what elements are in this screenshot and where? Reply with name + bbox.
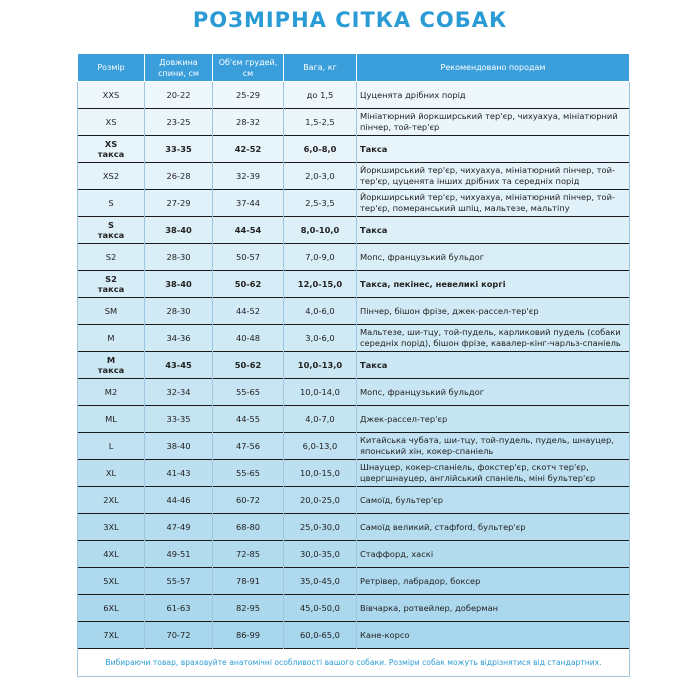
- cell-back-length: 33-35: [145, 406, 213, 433]
- cell-chest: 50-57: [213, 244, 284, 271]
- cell-breeds: Самоїд, бультер'єр: [357, 487, 630, 514]
- cell-chest: 55-65: [213, 460, 284, 487]
- cell-chest: 86-99: [213, 622, 284, 649]
- cell-size: XS такса: [78, 136, 145, 163]
- table-row: [78, 568, 630, 595]
- cell-weight: 30,0-35,0: [284, 541, 357, 568]
- cell-weight: 1,5-2,5: [284, 109, 357, 136]
- cell-weight: 45,0-50,0: [284, 595, 357, 622]
- cell-size: ML: [78, 406, 145, 433]
- table-row: [78, 109, 630, 136]
- cell-back-length: 55-57: [145, 568, 213, 595]
- cell-size: 6XL: [78, 595, 145, 622]
- cell-breeds: Мініатюрний йоркширський тер'єр, чихуахуа, мініатюрний пінчер, той-тер'єр: [357, 109, 630, 136]
- cell-size: S2: [78, 244, 145, 271]
- cell-size: XXS: [78, 82, 145, 109]
- table-row: [78, 433, 630, 460]
- cell-back-length: 33-35: [145, 136, 213, 163]
- cell-weight: 6,0-8,0: [284, 136, 357, 163]
- cell-back-length: 32-34: [145, 379, 213, 406]
- cell-weight: 4,0-7,0: [284, 406, 357, 433]
- cell-back-length: 38-40: [145, 217, 213, 244]
- cell-breeds: Джек-рассел-тер'єр: [357, 406, 630, 433]
- cell-size: XS: [78, 109, 145, 136]
- cell-size: 3XL: [78, 514, 145, 541]
- cell-weight: 60,0-65,0: [284, 622, 357, 649]
- cell-back-length: 44-46: [145, 487, 213, 514]
- cell-chest: 25-29: [213, 82, 284, 109]
- header-size: Розмір: [78, 54, 145, 82]
- cell-back-length: 20-22: [145, 82, 213, 109]
- cell-breeds: Такса: [357, 352, 630, 379]
- cell-chest: 37-44: [213, 190, 284, 217]
- cell-back-length: 43-45: [145, 352, 213, 379]
- cell-breeds: Такса, пекінес, невеликі коргі: [357, 271, 630, 298]
- table-row: [78, 406, 630, 433]
- cell-chest: 32-39: [213, 163, 284, 190]
- cell-chest: 72-85: [213, 541, 284, 568]
- cell-breeds: Вівчарка, ротвейлер, доберман: [357, 595, 630, 622]
- header-breeds: Рекомендовано породам: [357, 54, 630, 82]
- cell-chest: 50-62: [213, 271, 284, 298]
- cell-size: M такса: [78, 352, 145, 379]
- cell-breeds: Мопс, французький бульдог: [357, 379, 630, 406]
- cell-back-length: 38-40: [145, 271, 213, 298]
- cell-weight: 2,5-3,5: [284, 190, 357, 217]
- cell-chest: 68-80: [213, 514, 284, 541]
- cell-weight: 2,0-3,0: [284, 163, 357, 190]
- table-row: [78, 622, 630, 649]
- cell-chest: 42-52: [213, 136, 284, 163]
- cell-back-length: 28-30: [145, 244, 213, 271]
- cell-chest: 50-62: [213, 352, 284, 379]
- size-table: [77, 53, 630, 677]
- cell-size: SM: [78, 298, 145, 325]
- cell-weight: 10,0-15,0: [284, 460, 357, 487]
- table-row: [78, 595, 630, 622]
- table-row: [78, 298, 630, 325]
- cell-weight: 3,0-6,0: [284, 325, 357, 352]
- table-row: [78, 379, 630, 406]
- cell-chest: 60-72: [213, 487, 284, 514]
- cell-weight: 10,0-14,0: [284, 379, 357, 406]
- cell-size: 7XL: [78, 622, 145, 649]
- header-chest: Об'єм грудей, см: [213, 54, 284, 82]
- cell-size: S2 такса: [78, 271, 145, 298]
- cell-chest: 44-52: [213, 298, 284, 325]
- cell-back-length: 47-49: [145, 514, 213, 541]
- table-row: [78, 244, 630, 271]
- cell-chest: 44-55: [213, 406, 284, 433]
- cell-back-length: 70-72: [145, 622, 213, 649]
- table-row: [78, 163, 630, 190]
- cell-breeds: Такса: [357, 136, 630, 163]
- cell-chest: 40-48: [213, 325, 284, 352]
- footnote: Вибираючи товар, враховуйте анатомічні особливості вашого собаки. Розміри собак можуть відрізнятися від стандартних.: [78, 649, 630, 677]
- table-row: [78, 514, 630, 541]
- cell-breeds: Самоїд великий, стафford, бультер'єр: [357, 514, 630, 541]
- table-row: [78, 271, 630, 298]
- cell-chest: 47-56: [213, 433, 284, 460]
- cell-size: M2: [78, 379, 145, 406]
- cell-breeds: Мопс, французький бульдог: [357, 244, 630, 271]
- cell-back-length: 27-29: [145, 190, 213, 217]
- cell-weight: 35,0-45,0: [284, 568, 357, 595]
- header-back-length: Довжина спини, см: [145, 54, 213, 82]
- cell-chest: 78-91: [213, 568, 284, 595]
- table-row: [78, 190, 630, 217]
- cell-breeds: Пінчер, бішон фрізе, джек-рассел-тер'єр: [357, 298, 630, 325]
- cell-back-length: 49-51: [145, 541, 213, 568]
- cell-breeds: Стаффорд, хаскі: [357, 541, 630, 568]
- cell-size: 5XL: [78, 568, 145, 595]
- cell-weight: 25,0-30,0: [284, 514, 357, 541]
- cell-breeds: Мальтезе, ши-тцу, той-пудель, карликовий пудель (собаки середніх порід), бішон фрізе, кавалер-кінг-чарльз-спаніель: [357, 325, 630, 352]
- table-row: [78, 82, 630, 109]
- cell-size: S: [78, 190, 145, 217]
- table-row: [78, 352, 630, 379]
- cell-size: 4XL: [78, 541, 145, 568]
- table-row: [78, 541, 630, 568]
- cell-breeds: Кане-корсо: [357, 622, 630, 649]
- table-body: [78, 82, 630, 649]
- cell-breeds: Йоркширський тер'єр, чихуахуа, мініатюрний пінчер, той-тер'єр, цуценята інших дрібних та середніх порід: [357, 163, 630, 190]
- table-row: [78, 487, 630, 514]
- cell-back-length: 38-40: [145, 433, 213, 460]
- cell-back-length: 34-36: [145, 325, 213, 352]
- cell-back-length: 26-28: [145, 163, 213, 190]
- cell-weight: 7,0-9,0: [284, 244, 357, 271]
- cell-size: XL: [78, 460, 145, 487]
- cell-breeds: Шнауцер, кокер-спаніель, фокстер'єр, скотч тер'єр, цвергшнауцер, англійський спаніель, міні бультер'єр: [357, 460, 630, 487]
- table-row: [78, 136, 630, 163]
- cell-chest: 55-65: [213, 379, 284, 406]
- cell-back-length: 28-30: [145, 298, 213, 325]
- cell-weight: 4,0-6,0: [284, 298, 357, 325]
- table-header-row: [78, 54, 630, 82]
- cell-size: S такса: [78, 217, 145, 244]
- cell-breeds: Китайська чубата, ши-тцу, той-пудель, пудель, шнауцер, японський хін, кокер-спаніель: [357, 433, 630, 460]
- cell-chest: 28-32: [213, 109, 284, 136]
- page-title: РОЗМІРНА СІТКА СОБАК: [192, 8, 508, 32]
- cell-weight: 6,0-13,0: [284, 433, 357, 460]
- cell-weight: 20,0-25,0: [284, 487, 357, 514]
- header-weight: Вага, кг: [284, 54, 357, 82]
- table-row: [78, 217, 630, 244]
- cell-breeds: Йоркширський тер'єр, чихуахуа, мініатюрний пінчер, той-тер'єр, померанський шпіц, мальтезе, мальтіпу: [357, 190, 630, 217]
- cell-weight: 8,0-10,0: [284, 217, 357, 244]
- cell-size: L: [78, 433, 145, 460]
- cell-back-length: 61-63: [145, 595, 213, 622]
- cell-size: 2XL: [78, 487, 145, 514]
- cell-breeds: Ретрівер, лабрадор, боксер: [357, 568, 630, 595]
- cell-back-length: 41-43: [145, 460, 213, 487]
- cell-size: XS2: [78, 163, 145, 190]
- cell-chest: 44-54: [213, 217, 284, 244]
- cell-weight: 10,0-13,0: [284, 352, 357, 379]
- table-row: [78, 460, 630, 487]
- cell-weight: до 1,5: [284, 82, 357, 109]
- cell-breeds: Цуценята дрібних порід: [357, 82, 630, 109]
- cell-chest: 82-95: [213, 595, 284, 622]
- cell-back-length: 23-25: [145, 109, 213, 136]
- cell-breeds: Такса: [357, 217, 630, 244]
- cell-weight: 12,0-15,0: [284, 271, 357, 298]
- cell-size: M: [78, 325, 145, 352]
- table-row: [78, 325, 630, 352]
